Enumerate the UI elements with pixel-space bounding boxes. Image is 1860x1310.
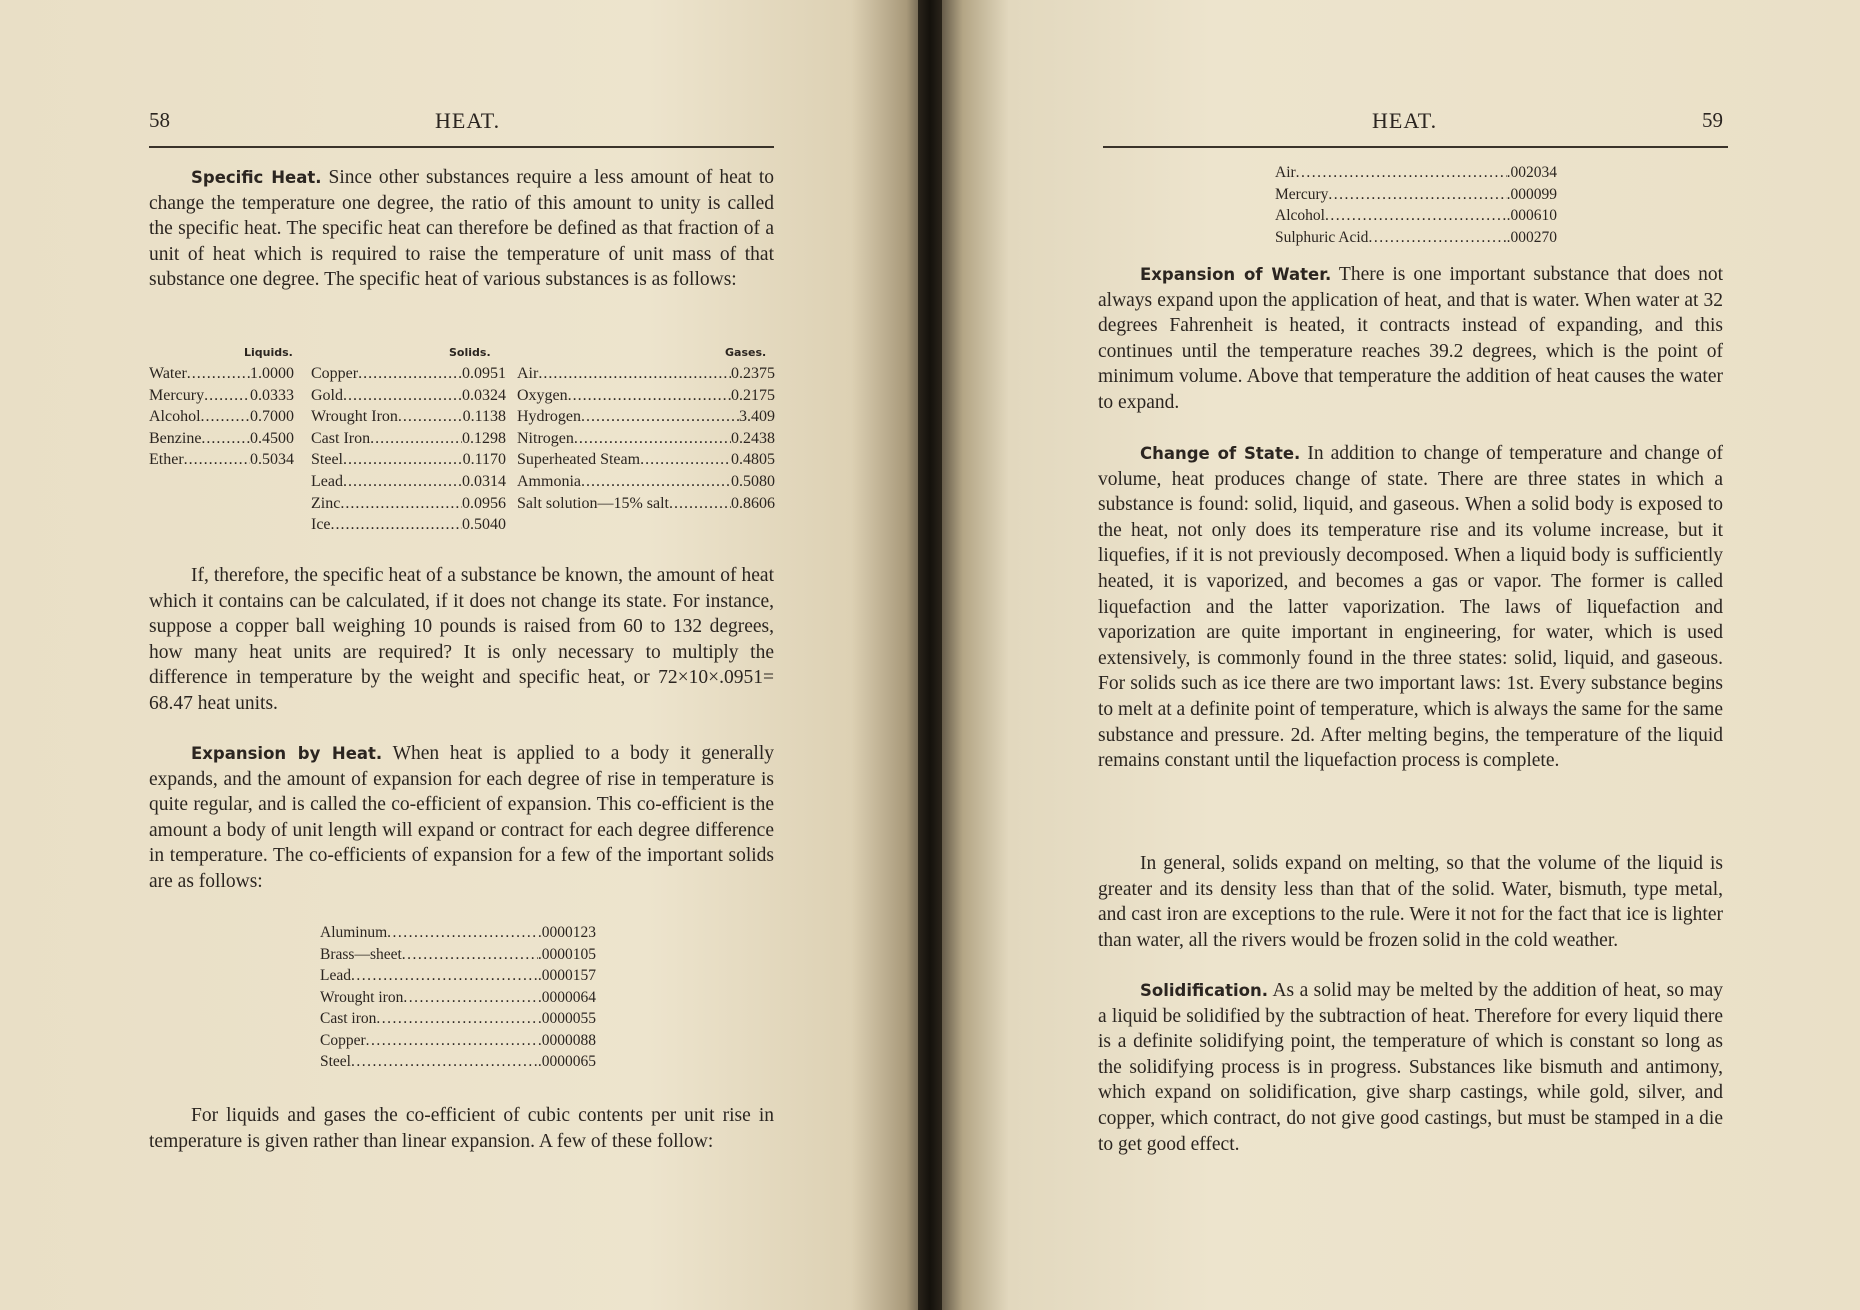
- expansion-row: [320, 922, 596, 944]
- gas-row: [517, 493, 775, 515]
- calculation-paragraph: [149, 563, 774, 717]
- calculation-text: If, therefore, the specific heat of a substance be known, the amount of heat which it contains can be calculated, if it does not change its state. For instance, suppose a copper ball weighing 10 pounds is raised from 60 to 132 degrees, how many heat units are required? It is only necessary to multiply the difference in temperature by the weight and specific heat, or 72×10×.0951= 68.47 heat units.: [149, 565, 774, 714]
- solid-row: [311, 406, 506, 428]
- solid-row: [311, 514, 506, 536]
- page-number-left: 58: [149, 108, 170, 132]
- gas-row: [517, 428, 775, 450]
- entry-name: Steel: [320, 1053, 351, 1070]
- header-rule-left: [149, 146, 774, 148]
- gases-column: [517, 343, 775, 514]
- entry-name: Copper: [320, 1031, 366, 1049]
- dot-leader: [358, 363, 462, 385]
- entry-value: 0.0314: [462, 472, 506, 490]
- dot-leader: [1325, 205, 1507, 227]
- entry-name: Cast Iron: [311, 429, 371, 447]
- dot-leader: [568, 385, 731, 407]
- gas-row: [517, 363, 775, 385]
- entry-value: 0.0324: [462, 386, 506, 404]
- entry-name: Wrought Iron: [311, 408, 398, 426]
- page-number-right: 59: [1702, 108, 1723, 132]
- solids-header: Solids.: [449, 346, 491, 359]
- dot-leader: [204, 385, 250, 407]
- liquid-row: [149, 428, 294, 450]
- liquid-row: [149, 385, 294, 407]
- dot-leader: [669, 493, 731, 515]
- solid-row: [311, 363, 506, 385]
- dot-leader: [398, 406, 463, 428]
- entry-value: .0000064: [537, 988, 596, 1006]
- dot-leader: [1328, 184, 1506, 206]
- liquid-row: [149, 449, 294, 471]
- entry-name: Air: [1275, 164, 1296, 181]
- solid-row: [311, 493, 506, 515]
- dot-leader: [376, 1008, 537, 1030]
- entry-value: 0.7000: [250, 408, 294, 426]
- dot-leader: [351, 965, 538, 987]
- book-gutter: [918, 0, 942, 1310]
- entry-name: Nitrogen: [517, 429, 574, 447]
- specific-heat-text: Since other substances require a less amount of heat to change the temperature one degree, the ratio of this amount to unity is called the specific heat. The specific heat can therefore be defined as that fraction of a unit of heat which is required to raise the temperature of unit mass of that substance one degree. The specific heat of various substances is as follows:: [149, 167, 775, 291]
- entry-value: 0.5034: [250, 451, 294, 469]
- entry-value: .0000055: [537, 1010, 596, 1027]
- entry-value: 3.409: [739, 408, 775, 426]
- entry-value: 0.5080: [731, 472, 775, 490]
- dot-leader: [340, 493, 462, 515]
- entry-name: Ether: [149, 451, 184, 469]
- entry-name: Zinc: [311, 494, 341, 512]
- entry-value: .0000088: [537, 1031, 596, 1049]
- entry-value: 0.1298: [462, 429, 506, 447]
- dot-leader: [343, 449, 463, 471]
- dot-leader: [403, 987, 538, 1009]
- entry-name: Salt solution—15% salt: [517, 494, 669, 512]
- change-of-state-paragraph: [1098, 441, 1723, 774]
- entry-name: Benzine: [149, 429, 202, 447]
- entry-value: .0000065: [537, 1053, 596, 1070]
- solids-expansion-table: [320, 922, 596, 1073]
- entry-name: Oxygen: [517, 386, 568, 404]
- expansion-of-water-paragraph: [1098, 262, 1723, 416]
- entry-value: .0000157: [537, 967, 596, 984]
- dot-leader: [640, 449, 731, 471]
- entry-name: Steel: [311, 451, 343, 469]
- entry-value: 0.2438: [731, 429, 775, 447]
- entry-value: 1.0000: [250, 365, 294, 382]
- entry-name: Ice: [311, 516, 331, 534]
- dot-leader: [574, 428, 731, 450]
- entry-value: 0.0956: [462, 494, 506, 512]
- expansion-row: [320, 944, 596, 966]
- gases-header: Gases.: [725, 346, 767, 359]
- entry-name: Brass—sheet: [320, 945, 402, 963]
- entry-name: Mercury: [149, 386, 205, 404]
- expansion-by-heat-heading: Expansion by Heat.: [191, 744, 383, 763]
- dot-leader: [402, 944, 538, 966]
- entry-value: 0.1138: [462, 408, 506, 426]
- entry-value: 0.5040: [462, 516, 506, 534]
- right-page: [935, 0, 1860, 1310]
- entry-name: Copper: [311, 365, 359, 382]
- entry-name: Hydrogen: [517, 408, 581, 426]
- entry-name: Ammonia: [517, 472, 581, 490]
- general-paragraph: [1098, 851, 1723, 953]
- entry-value: 0.1170: [462, 451, 506, 469]
- entry-name: Gold: [311, 386, 343, 404]
- dot-leader: [343, 471, 462, 493]
- entry-name: Alcohol: [149, 408, 201, 426]
- gas-row: [517, 406, 775, 428]
- solid-row: [311, 385, 506, 407]
- entry-name: Cast iron: [320, 1010, 377, 1027]
- dot-leader: [1296, 162, 1507, 184]
- entry-name: Alcohol: [1275, 207, 1325, 224]
- entry-name: Superheated Steam: [517, 451, 641, 469]
- dot-leader: [538, 363, 731, 385]
- expansion-row: [320, 1051, 596, 1073]
- general-text: In general, solids expand on melting, so that the volume of the liquid is greater and its density less than that of the solid. Water, bismuth, type metal, and cast iron are exceptions to the rule. Were it not for the fact that ice is lighter than water, all the rivers would be frozen solid in the cold weather.: [1098, 853, 1723, 951]
- dot-leader: [187, 363, 250, 385]
- entry-name: Mercury: [1275, 185, 1329, 203]
- specific-heat-paragraph: [149, 165, 774, 293]
- entry-name: Lead: [311, 472, 343, 490]
- entry-value: .0000123: [537, 924, 596, 941]
- entry-name: Lead: [320, 967, 351, 984]
- gas-row: [517, 385, 775, 407]
- dot-leader: [343, 385, 462, 407]
- running-head-right: HEAT.: [1372, 108, 1438, 133]
- entry-value: 0.2375: [731, 365, 775, 382]
- dot-leader: [331, 514, 462, 536]
- gas-row: [517, 471, 775, 493]
- liquid-row: [149, 363, 294, 385]
- dot-leader: [351, 1051, 538, 1073]
- liquids-column: [149, 343, 294, 471]
- entry-name: Aluminum: [320, 924, 388, 941]
- dot-leader: [581, 471, 731, 493]
- cubic-expansion-table: [1275, 162, 1557, 248]
- expansion-of-water-text: There is one important substance that does not always expand upon the application of heat, and that is water. When water at 32 degrees Fahrenheit is heated, it contracts instead of expanding, and this continues until the temperature reaches 39.2 degrees, which is the point of minimum volume. Above that temperature the addition of heat causes the water to expand.: [1098, 264, 1723, 413]
- solid-row: [311, 449, 506, 471]
- dot-leader: [581, 406, 739, 428]
- expansion-row: [320, 1030, 596, 1052]
- dot-leader: [1368, 227, 1506, 249]
- dot-leader: [201, 406, 250, 428]
- entry-name: Sulphuric Acid: [1275, 228, 1369, 246]
- left-page: [0, 0, 925, 1310]
- solids-column: [311, 343, 506, 536]
- expansion-by-heat-text: When heat is applied to a body it generally expands, and the amount of expansion for each degree of rise in temperature is quite regular, and is called the co-efficient of expansion. This co-efficient is the amount a body of unit length will expand or contract for each degree difference in temperature. The co-efficients of expansion for a few of the important solids are as follows:: [149, 743, 774, 892]
- entry-value: 0.0333: [250, 386, 294, 404]
- solid-row: [311, 471, 506, 493]
- entry-value: .002034: [1506, 164, 1557, 181]
- entry-value: 0.8606: [731, 494, 775, 512]
- solidification-text: As a solid may be melted by the addition of heat, so may a liquid be solidified by the subtraction of heat. Therefore for every liquid there is a definite solidifying point, the temperature of which is constant so long as the solidifying process is in progress. Substances like bismuth and antimony, which expand on solidification, give sharp castings, while gold, silver, and copper, which contract, do not give good castings, but must be stamped in a die to get good effect.: [1098, 980, 1723, 1155]
- entry-value: 0.2175: [731, 386, 775, 404]
- entry-value: .000099: [1506, 185, 1557, 203]
- liquids-gases-text: For liquids and gases the co-efficient of cubic contents per unit rise in temperature is given rather than linear expansion. A few of these follow:: [149, 1105, 774, 1152]
- cubic-row: [1275, 227, 1557, 249]
- cubic-row: [1275, 162, 1557, 184]
- entry-value: .000610: [1506, 207, 1557, 224]
- expansion-row: [320, 965, 596, 987]
- expansion-of-water-heading: Expansion of Water.: [1140, 265, 1332, 284]
- running-head-left: HEAT.: [435, 108, 501, 133]
- entry-name: Air: [517, 365, 539, 382]
- cubic-row: [1275, 184, 1557, 206]
- solidification-heading: Solidification.: [1140, 981, 1269, 1000]
- expansion-row: [320, 987, 596, 1009]
- entry-value: .0000105: [537, 945, 596, 963]
- entry-value: 0.4500: [250, 429, 294, 447]
- expansion-row: [320, 1008, 596, 1030]
- dot-leader: [370, 428, 462, 450]
- dot-leader: [387, 922, 538, 944]
- specific-heat-heading: Specific Heat.: [191, 168, 322, 187]
- expansion-by-heat-paragraph: [149, 741, 774, 895]
- dot-leader: [184, 449, 250, 471]
- dot-leader: [201, 428, 250, 450]
- entry-name: Wrought iron: [320, 988, 404, 1006]
- change-of-state-heading: Change of State.: [1140, 444, 1301, 463]
- entry-value: 0.0951: [462, 365, 506, 382]
- gas-row: [517, 449, 775, 471]
- specific-heat-table: [149, 343, 774, 533]
- change-of-state-text: In addition to change of temperature and change of volume, heat produces change of state. There are three states in which a substance is found: solid, liquid, and gaseous. When a solid body is exposed to the heat, not only does its temperature rise and its volume increase, but it liquefies, if it is not previously decomposed. When a liquid body is sufficiently heated, it is vaporized, and becomes a gas or vapor. The former is called liquefaction and the latter vaporization. The laws of liquefaction and vaporization are quite important in engineering, for water, which is used extensively, is commonly found in the three states: solid, liquid, and gaseous. For solids such as ice there are two important laws: 1st. Every substance begins to melt at a definite point of temperature, which is always the same for the same substance and pressure. 2d. After melting begins, the temperature of the liquid remains constant until the liquefaction process is complete.: [1098, 443, 1724, 772]
- solidification-paragraph: [1098, 978, 1723, 1157]
- cubic-row: [1275, 205, 1557, 227]
- entry-value: 0.4805: [731, 451, 775, 469]
- entry-value: .000270: [1506, 228, 1557, 246]
- liquid-row: [149, 406, 294, 428]
- solid-row: [311, 428, 506, 450]
- dot-leader: [366, 1030, 538, 1052]
- liquids-header: Liquids.: [244, 346, 293, 359]
- liquids-gases-paragraph: [149, 1103, 774, 1154]
- header-rule-right: [1103, 146, 1728, 148]
- entry-name: Water: [149, 365, 187, 382]
